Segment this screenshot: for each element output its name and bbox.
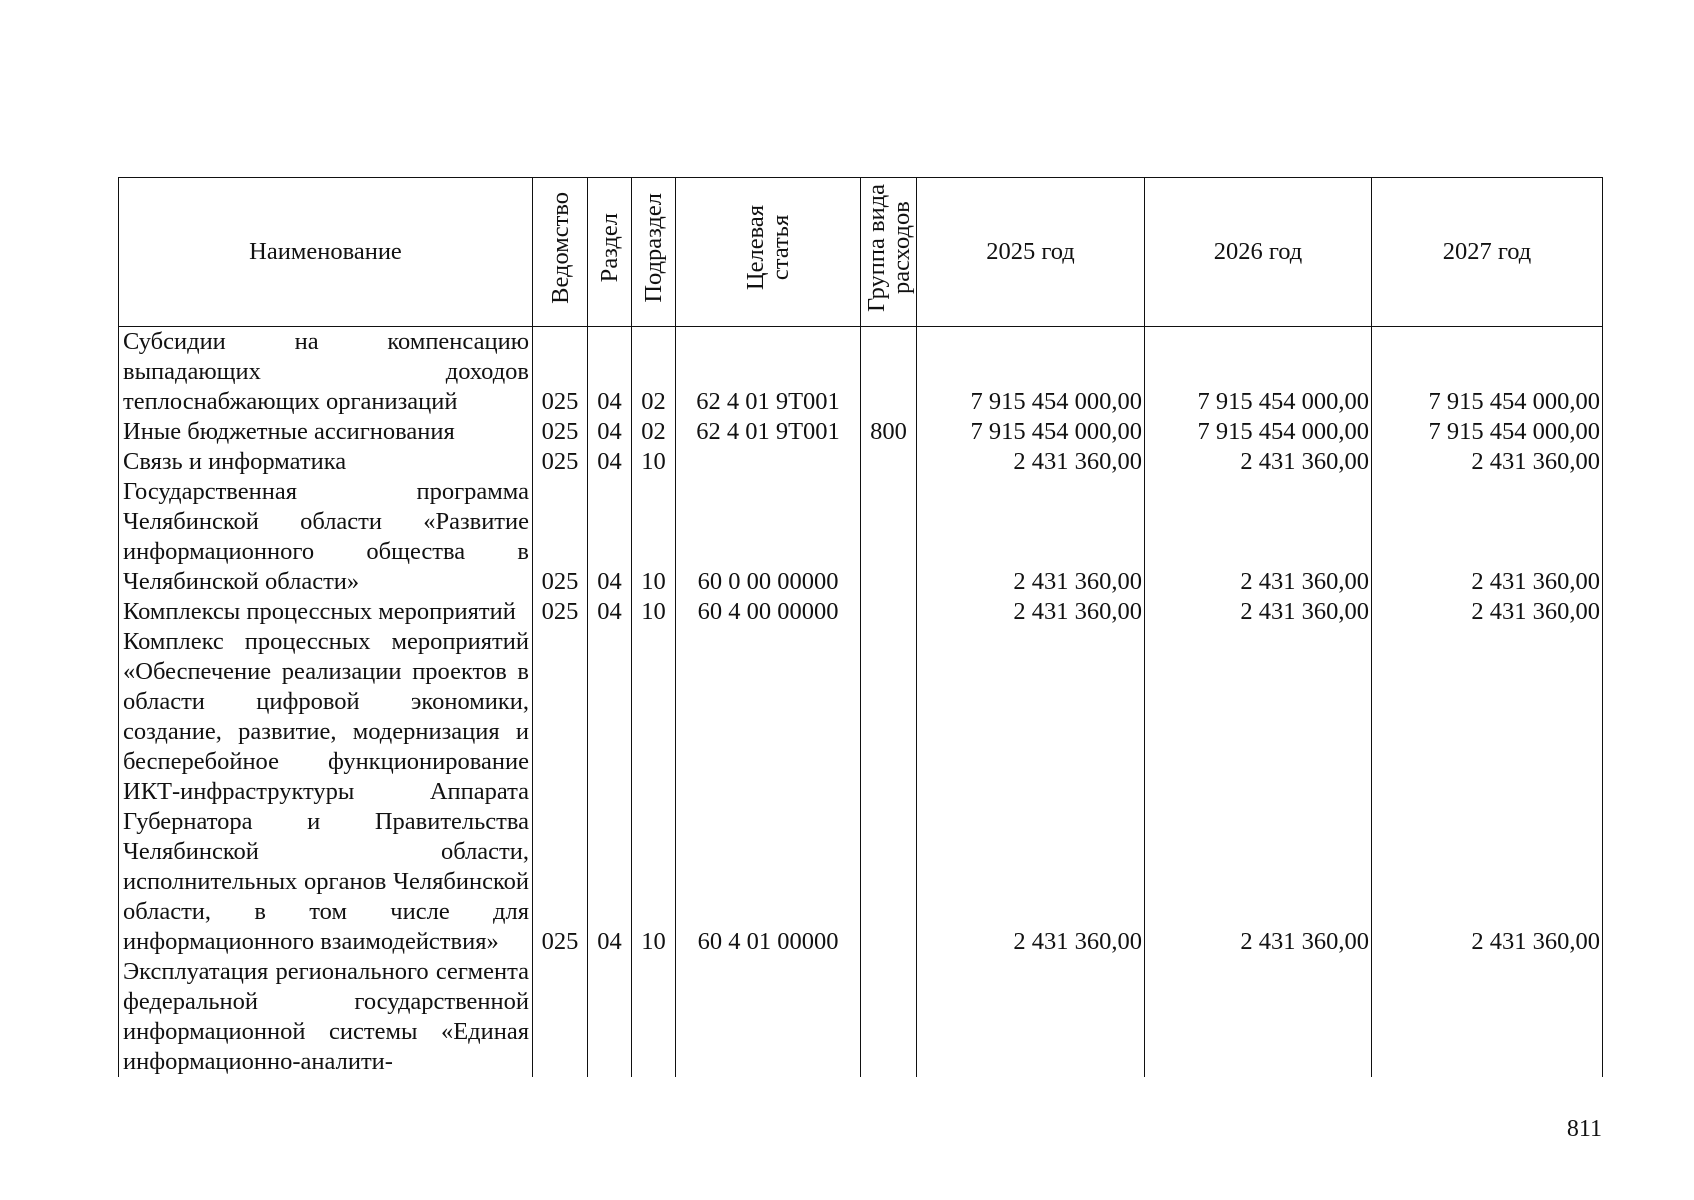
row-target: 62 4 01 9Т001 bbox=[676, 327, 861, 418]
budget-table bbox=[118, 177, 1603, 1077]
row-2026: 2 431 360,00 bbox=[1145, 447, 1372, 477]
row-group bbox=[861, 627, 917, 957]
row-section: 04 bbox=[588, 477, 632, 597]
row-name: Субсидии на компенсацию выпадающих доходов теплоснабжающих организаций bbox=[119, 327, 533, 418]
row-subsection: 02 bbox=[632, 327, 676, 418]
row-group bbox=[861, 477, 917, 597]
row-group bbox=[861, 447, 917, 477]
row-group bbox=[861, 957, 917, 1077]
row-target: 62 4 01 9Т001 bbox=[676, 417, 861, 447]
row-dept: 025 bbox=[533, 477, 588, 597]
table-row bbox=[119, 477, 1603, 597]
row-section: 04 bbox=[588, 447, 632, 477]
row-name: Государственная программа Челябинской области «Развитие информационного общества в Челябинской области» bbox=[119, 477, 533, 597]
row-target bbox=[676, 957, 861, 1077]
row-subsection bbox=[632, 957, 676, 1077]
row-target bbox=[676, 447, 861, 477]
header-dept: Ведомство bbox=[533, 178, 588, 327]
row-subsection: 02 bbox=[632, 417, 676, 447]
row-subsection: 10 bbox=[632, 627, 676, 957]
row-2025 bbox=[917, 957, 1145, 1077]
header-section: Раздел bbox=[588, 178, 632, 327]
row-2026: 2 431 360,00 bbox=[1145, 477, 1372, 597]
table-row bbox=[119, 447, 1603, 477]
row-target: 60 4 00 00000 bbox=[676, 597, 861, 627]
header-row bbox=[119, 178, 1603, 327]
row-name: Иные бюджетные ассигнования bbox=[119, 417, 533, 447]
row-2025: 2 431 360,00 bbox=[917, 477, 1145, 597]
row-2026 bbox=[1145, 957, 1372, 1077]
row-2025: 2 431 360,00 bbox=[917, 597, 1145, 627]
row-dept: 025 bbox=[533, 597, 588, 627]
row-2026: 7 915 454 000,00 bbox=[1145, 417, 1372, 447]
header-2027: 2027 год bbox=[1372, 178, 1603, 327]
row-dept bbox=[533, 957, 588, 1077]
page-number: 811 bbox=[1566, 1116, 1602, 1142]
row-2027: 2 431 360,00 bbox=[1372, 477, 1603, 597]
row-2027: 2 431 360,00 bbox=[1372, 627, 1603, 957]
row-2027: 7 915 454 000,00 bbox=[1372, 417, 1603, 447]
row-target: 60 0 00 00000 bbox=[676, 477, 861, 597]
row-dept: 025 bbox=[533, 417, 588, 447]
row-2025: 7 915 454 000,00 bbox=[917, 327, 1145, 418]
row-2025: 2 431 360,00 bbox=[917, 627, 1145, 957]
row-2027 bbox=[1372, 957, 1603, 1077]
header-subsection: Подраздел bbox=[632, 178, 676, 327]
row-dept: 025 bbox=[533, 447, 588, 477]
row-2027: 2 431 360,00 bbox=[1372, 597, 1603, 627]
row-2027: 7 915 454 000,00 bbox=[1372, 327, 1603, 418]
row-section bbox=[588, 957, 632, 1077]
row-section: 04 bbox=[588, 597, 632, 627]
row-section: 04 bbox=[588, 627, 632, 957]
header-target: Целевая статья bbox=[676, 178, 861, 327]
table-row bbox=[119, 627, 1603, 957]
row-subsection: 10 bbox=[632, 597, 676, 627]
row-2025: 2 431 360,00 bbox=[917, 447, 1145, 477]
table-row bbox=[119, 597, 1603, 627]
table-row bbox=[119, 957, 1603, 1077]
row-group: 800 bbox=[861, 417, 917, 447]
row-2025: 7 915 454 000,00 bbox=[917, 417, 1145, 447]
row-name: Комплекс процессных мероприятий «Обеспечение реализации проектов в области цифровой экономики, создание, развитие, модернизация и бесперебойное функционирование ИКТ-инфраструктуры Аппарата Губернатора и Правительства Челябинской области, исполнительных органов Челябинской области, в том числе для информационного взаимодействия» bbox=[119, 627, 533, 957]
table-row bbox=[119, 417, 1603, 447]
header-name: Наименование bbox=[119, 178, 533, 327]
row-2026: 2 431 360,00 bbox=[1145, 597, 1372, 627]
row-target: 60 4 01 00000 bbox=[676, 627, 861, 957]
header-2026: 2026 год bbox=[1145, 178, 1372, 327]
row-section: 04 bbox=[588, 417, 632, 447]
row-subsection: 10 bbox=[632, 477, 676, 597]
row-name: Комплексы процессных мероприятий bbox=[119, 597, 533, 627]
row-dept: 025 bbox=[533, 327, 588, 418]
row-group bbox=[861, 597, 917, 627]
table-row bbox=[119, 327, 1603, 418]
row-2026: 2 431 360,00 bbox=[1145, 627, 1372, 957]
row-subsection: 10 bbox=[632, 447, 676, 477]
row-group bbox=[861, 327, 917, 418]
row-name: Эксплуатация регионального сегмента федеральной государственной информационной системы «Единая информационно-аналити- bbox=[119, 957, 533, 1077]
row-2027: 2 431 360,00 bbox=[1372, 447, 1603, 477]
row-name: Связь и информатика bbox=[119, 447, 533, 477]
header-exp-group: Группа вида расходов bbox=[861, 178, 917, 327]
row-2026: 7 915 454 000,00 bbox=[1145, 327, 1372, 418]
row-section: 04 bbox=[588, 327, 632, 418]
header-2025: 2025 год bbox=[917, 178, 1145, 327]
row-dept: 025 bbox=[533, 627, 588, 957]
